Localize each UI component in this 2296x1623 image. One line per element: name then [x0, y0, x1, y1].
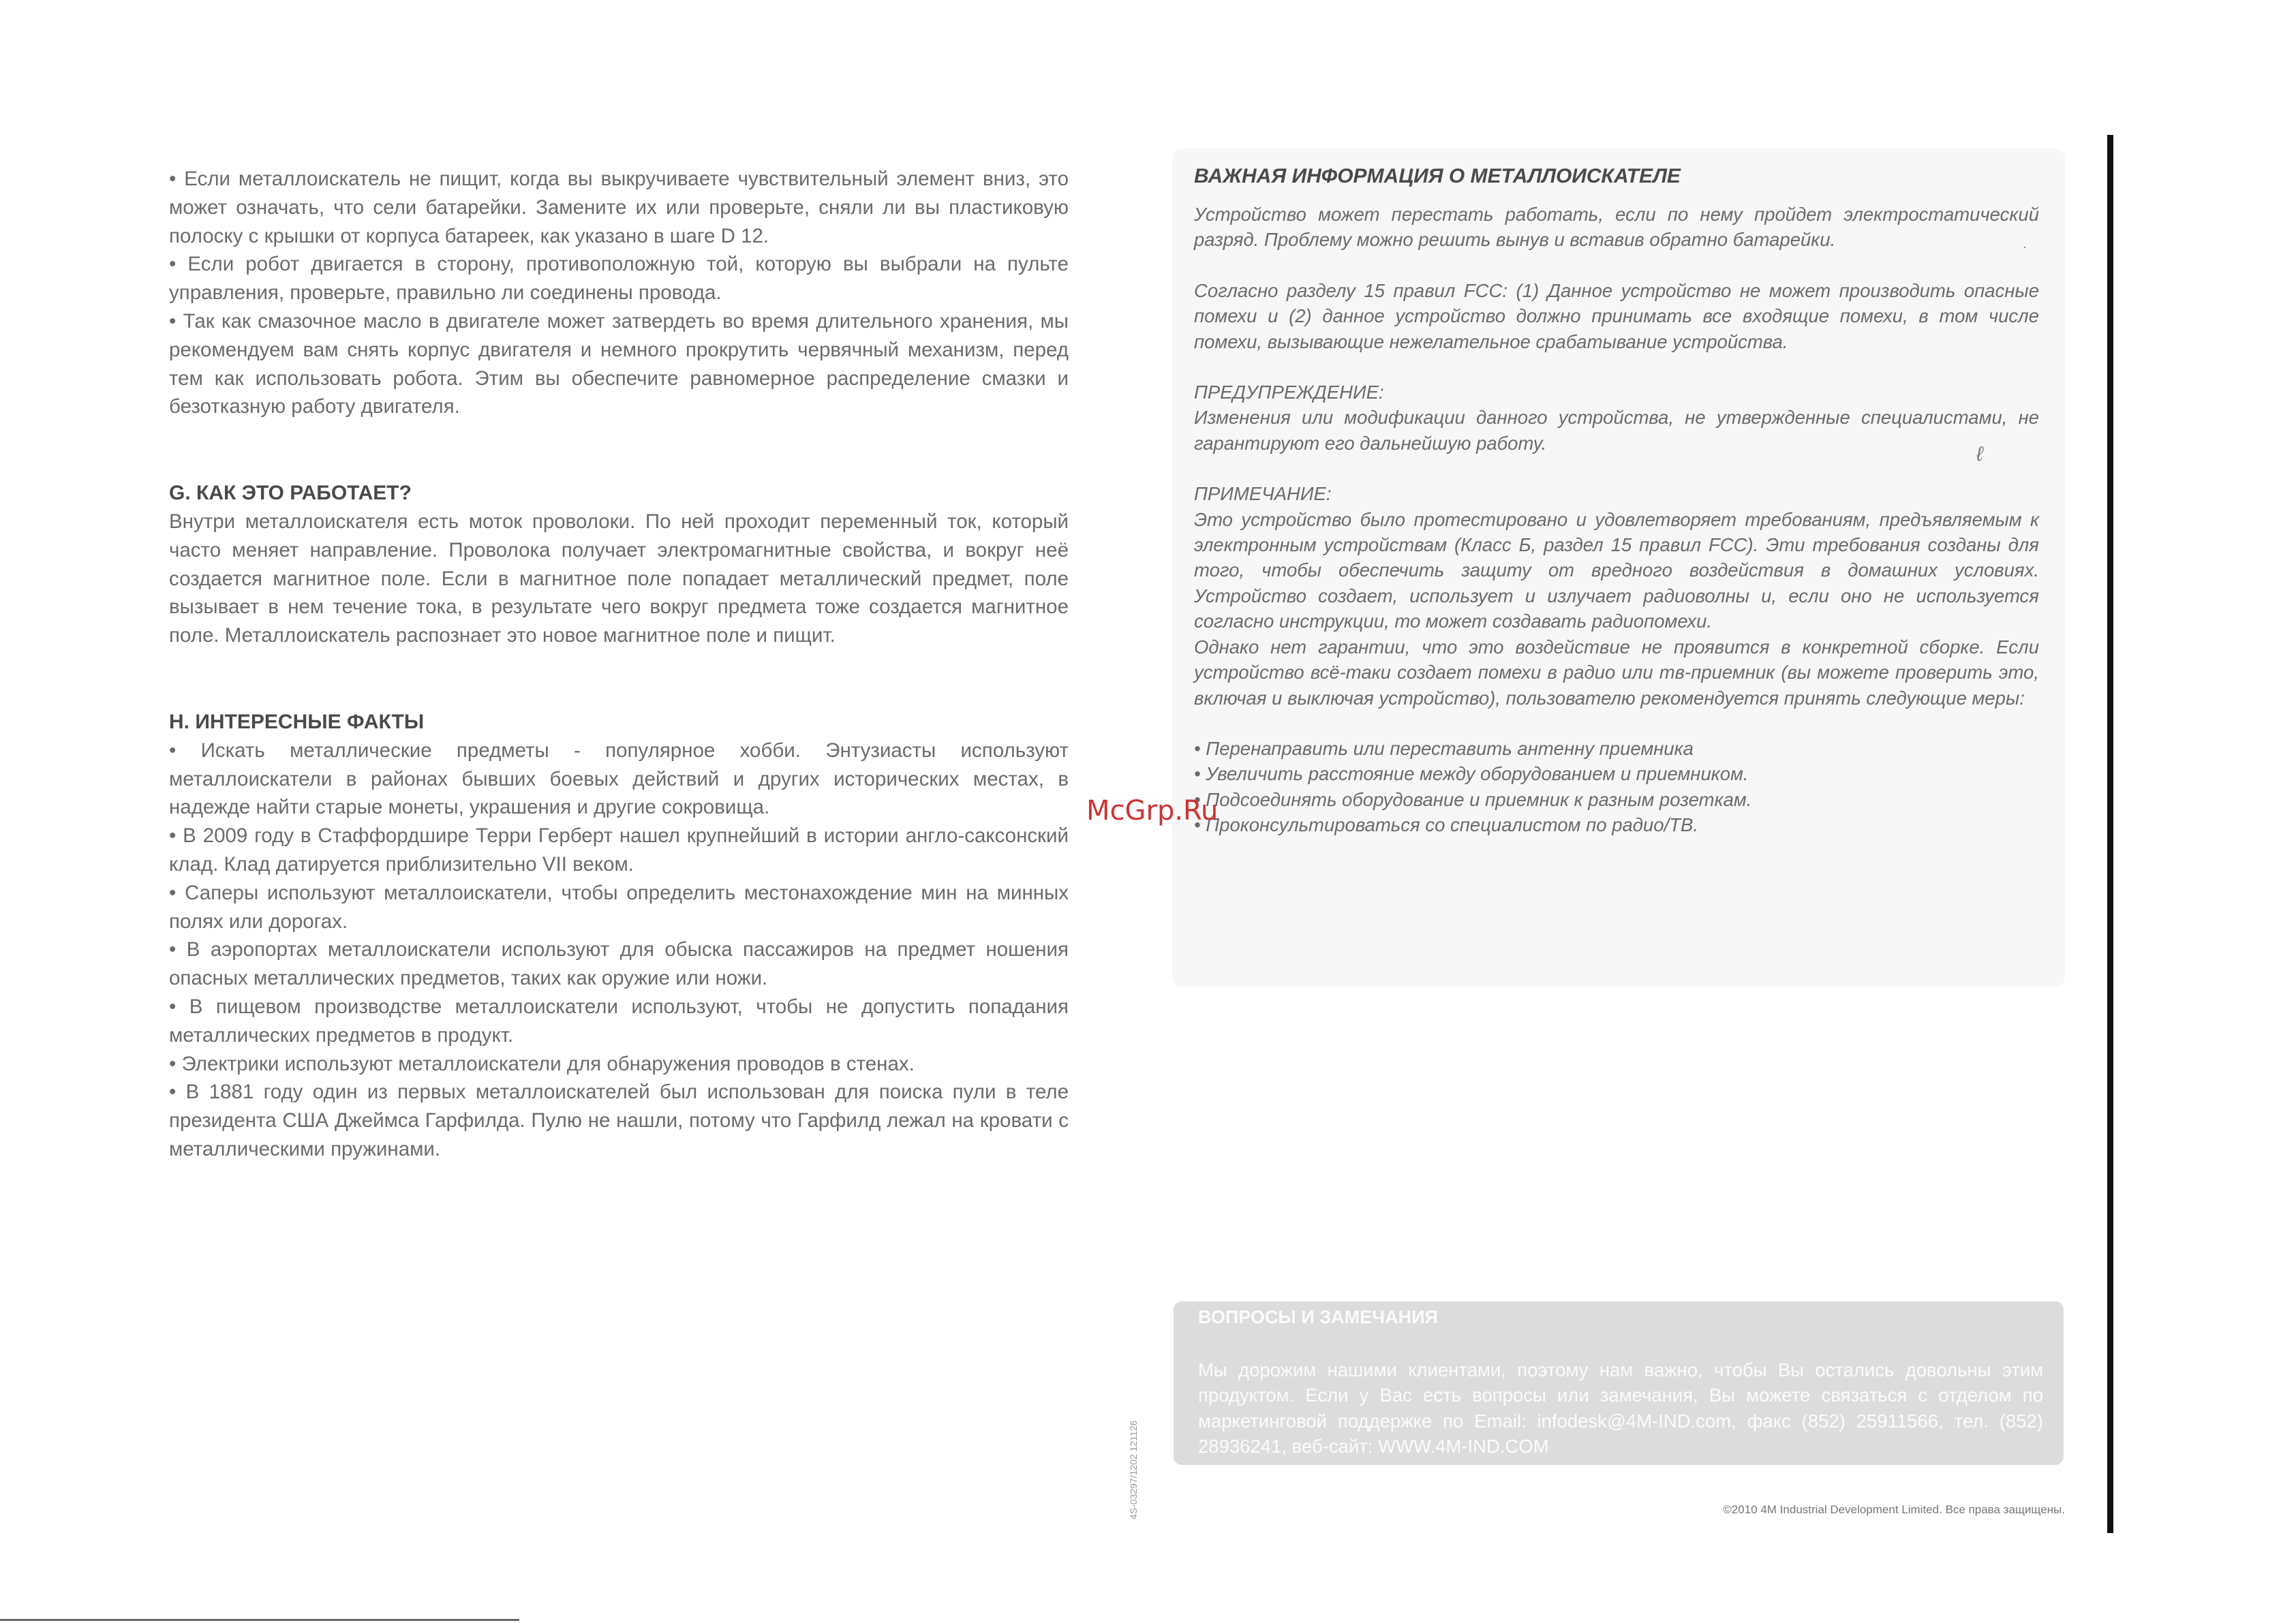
product-code: 4S-03297/1202 121126 [1128, 1420, 1139, 1519]
esd-note: Устройство может перестать работать, если по нему пройдет электростатический разряд. Проблему можно решить вынув и вставив обратно батарейки. [1194, 204, 2039, 251]
note-text-continued: Однако нет гарантии, что это воздействие не проявится в конкретной сборке. Если устройство всё-таки создает помехи в радио или тв-приемник (вы можете проверить это, включая и выключая устройство), пользователю рекомендуется принять следующие меры: [1194, 636, 2039, 709]
important-info-column [1194, 162, 2039, 838]
fact-item: • В аэропортах металлоискатели используют для обыска пассажиров на предмет ношения опасных металлических предметов, таких как оружие или ножи. [169, 938, 1069, 990]
fcc-note: Согласно разделу 15 правил FCC: (1) Данное устройство не может производить опасные помехи и (2) данное устройство должно принимать все входящие помехи, в том числе помехи, вызывающие нежелательное срабатывание устройства. [1194, 279, 2039, 352]
measure-item: • Увеличить расстояние между оборудованием и приемником. [1194, 763, 1749, 785]
note-label: ПРИМЕЧАНИЕ: [1194, 483, 1332, 505]
fact-item: • Искать металлические предметы - популярное хобби. Энтузиасты используют металлоискатели в районах бывших боевых действий и других исторических местах, в надежде найти старые монеты, украшения и другие сокровища. [169, 739, 1069, 819]
warning-text: Изменения или модификации данного устройства, не утвержденные специалистами, не гарантируют его дальнейшую работу. [1194, 407, 2039, 454]
fact-item: • В 2009 году в Стаффордшире Терри Герберт нашел крупнейший в истории англо-саксонский клад. Клад датируется приблизительно VII веком. [169, 824, 1069, 876]
fact-item: • Саперы используют металлоискатели, чтобы определить местонахождение мин на минных полях или дорогах. [169, 881, 1069, 933]
contact-text: Мы дорожим нашими клиентами, поэтому нам важно, чтобы Вы остались довольны этим продуктом. Если у Вас есть вопросы или замечания, Вы можете связаться с отделом по маркетинговой поддержке по Email: infodesk@4M-IND.com, факс (852) 25911566, тел. (852) 28936241, веб-сайт: WWW.4M-IND.COM [1198, 1359, 2043, 1457]
important-info-heading: ВАЖНАЯ ИНФОРМАЦИЯ О МЕТАЛЛОИСКАТЕЛЕ [1194, 165, 1681, 187]
measure-item: • Подсоединять оборудование и приемник к разным розеткам. [1194, 788, 1752, 810]
scan-speck: · [2023, 240, 2027, 253]
measure-item: • Проконсультироваться со специалистом по радио/ТВ. [1194, 814, 1699, 836]
measure-item: • Перенаправить или переставить антенну приемника [1194, 737, 1694, 759]
section-g-text: Внутри металлоискателя есть моток проволоки. По ней проходит переменный ток, который часто меняет направление. Проволока получает электромагнитные свойства, и вокруг неё создается магнитное поле. Если в магнитное поле попадает металлический предмет, поле вызывает в нем течение тока, в результате чего вокруг предмета тоже создается магнитное поле. Металлоискатель распознает это новое магнитное поле и пищит. [169, 510, 1069, 647]
tip-batteries: • Если металлоискатель не пищит, когда вы выкручиваете чувствительный элемент вниз, это может означать, что сели батарейки. Замените их или проверьте, сняли ли вы пластиковую полоску с крышки от корпуса батареек, как указано в шаге D 12. [169, 168, 1069, 247]
fact-item: • В пищевом производстве металлоискатели используют, чтобы не допустить попадания металлических предметов в продукт. [169, 995, 1069, 1047]
fact-item: • Электрики используют металлоискатели для обнаружения проводов в стенах. [169, 1052, 915, 1075]
bottom-rule [0, 1619, 519, 1621]
watermark: McGrp.Ru [1086, 795, 1219, 826]
contact-title: ВОПРОСЫ И ЗАМЕЧАНИЯ [1198, 1307, 1438, 1327]
left-column [169, 165, 1069, 1164]
tip-lubricant: • Так как смазочное масло в двигателе может затвердеть во время длительного хранения, мы рекомендуем вам снять корпус двигателя и немного прокрутить червячный механизм, перед тем как использовать робота. Этим вы обеспечите равномерное распределение смазки и безотказную работу двигателя. [169, 309, 1069, 418]
fact-item: • В 1881 году один из первых металлоискателей был использован для поиска пули в теле президента США Джеймса Гарфилда. Пулю не нашли, потому что Гарфилд лежал на кровати с металлическими пружинами. [169, 1081, 1069, 1160]
warning-label: ПРЕДУПРЕЖДЕНИЕ: [1194, 382, 1384, 403]
copyright: ©2010 4M Industrial Development Limited. Все права защищены. [1723, 1503, 2065, 1516]
page-edge-bar [2107, 135, 2113, 1533]
scan-speck: ℓ [1976, 443, 1983, 465]
contact-box [1174, 1301, 2064, 1465]
tip-direction: • Если робот двигается в сторону, противоположную той, которую вы выбрали на пульте управления, проверьте, правильно ли соединены провода. [169, 253, 1069, 305]
section-g-heading: G. КАК ЭТО РАБОТАЕТ? [169, 482, 412, 505]
note-text: Это устройство было протестировано и удовлетворяет требованиям, предъявляемым к электронным устройствам (Класс Б, раздел 15 правил FCC). Эти требования созданы для того, чтобы обеспечить защиту от вредного воздействия в домашних условиях. Устройство создает, использует и излучает радиоволны и, если оно не используется согласно инструкции, то может создавать радиопомехи. [1194, 508, 2039, 632]
section-h-heading: H. ИНТЕРЕСНЫЕ ФАКТЫ [169, 710, 425, 733]
